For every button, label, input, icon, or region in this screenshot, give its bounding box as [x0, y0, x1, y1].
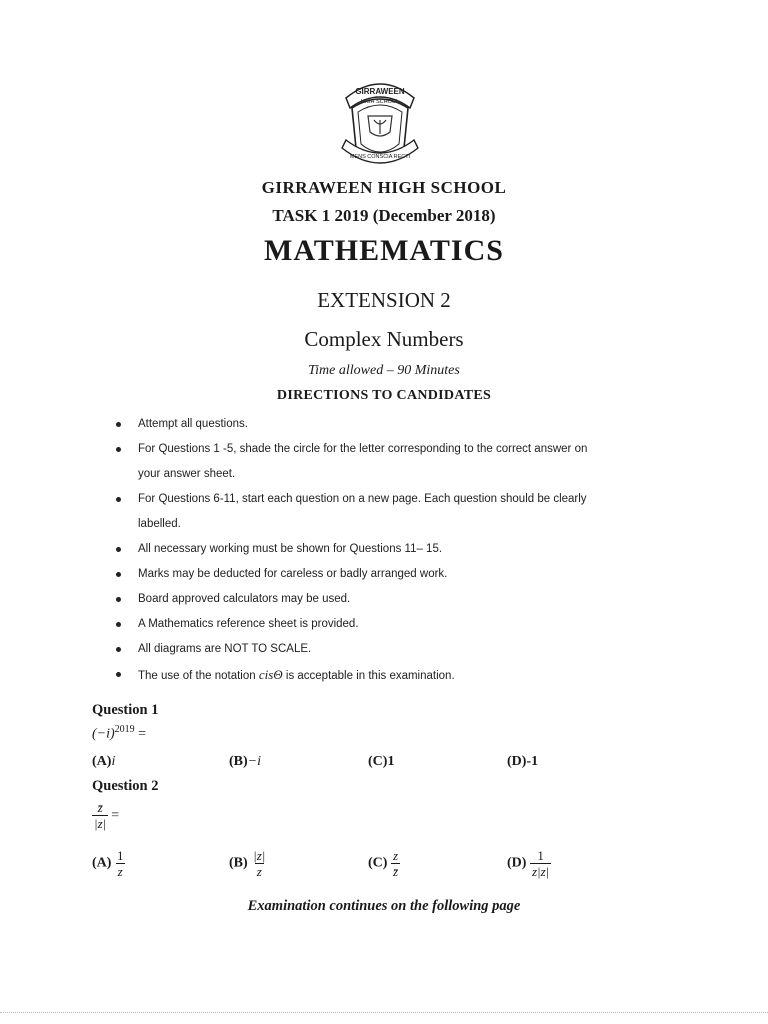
page-edge-divider	[0, 1012, 768, 1013]
direction-item: All necessary working must be shown for Questions 11– 15.	[113, 537, 673, 562]
option-fraction	[530, 848, 551, 879]
svg-text:HIGH SCHOOL: HIGH SCHOOL	[360, 99, 400, 105]
direction-item: For Questions 1 -5, shade the circle for the letter corresponding to the correct answer on	[113, 437, 673, 462]
option-label: (A)	[92, 855, 112, 871]
fraction-numerator: z̄	[97, 800, 103, 815]
q1-option-d	[507, 754, 538, 770]
subject-title: MATHEMATICS	[264, 234, 504, 267]
fraction-denominator: z	[256, 864, 262, 879]
q2-option-d	[507, 848, 551, 879]
option-fraction	[115, 848, 126, 879]
option-value: i	[111, 754, 116, 769]
option-fraction	[251, 848, 267, 879]
direction-item: Attempt all questions.	[113, 412, 673, 437]
svg-text:MENS CONSCIA RECTI: MENS CONSCIA RECTI	[349, 154, 411, 160]
fraction-denominator: z|z|	[531, 864, 550, 879]
q2-option-c	[368, 848, 400, 879]
option-value: 1	[387, 754, 395, 769]
q2-equals: =	[111, 807, 120, 823]
question-2-expression	[92, 800, 119, 831]
option-label: (B)	[229, 754, 248, 769]
q1-equals: =	[134, 726, 147, 742]
svg-text:GIRRAWEEN: GIRRAWEEN	[355, 87, 405, 96]
fraction-denominator: |z|	[94, 816, 107, 831]
notation-term: cisΘ	[258, 667, 283, 682]
q2-option-a	[92, 848, 125, 879]
q2-option-b	[229, 848, 267, 879]
q2-fraction	[92, 800, 108, 831]
fraction-numerator: 1	[116, 848, 124, 863]
school-name: GIRRAWEEN HIGH SCHOOL	[261, 178, 507, 197]
direction-item-continued: labelled.	[138, 518, 181, 530]
notation-after: is acceptable in this examination.	[282, 670, 455, 682]
direction-item: A Mathematics reference sheet is provided.	[113, 612, 673, 637]
option-label: (C)	[368, 754, 388, 769]
continuation-note: Examination continues on the following page	[247, 898, 521, 914]
time-allowed: Time allowed – 90 Minutes	[308, 363, 460, 378]
fraction-numerator: |z|	[253, 848, 266, 863]
fraction-denominator: z	[117, 864, 123, 879]
question-1-expression	[92, 724, 146, 743]
option-label: (C)	[368, 855, 388, 871]
fraction-denominator: z̄	[392, 864, 398, 879]
q1-base: (−i)	[92, 726, 115, 742]
question-2-heading: Question 2	[92, 778, 159, 794]
directions-heading: DIRECTIONS TO CANDIDATES	[276, 388, 492, 403]
topic-title: Complex Numbers	[304, 327, 464, 351]
directions-list	[113, 412, 673, 689]
course-level: EXTENSION 2	[317, 288, 451, 312]
direction-item: Marks may be deducted for careless or badly arranged work.	[113, 562, 673, 587]
notation-before: The use of the notation	[138, 670, 259, 682]
option-label: (A)	[92, 754, 112, 769]
direction-item: All diagrams are NOT TO SCALE.	[113, 637, 673, 662]
option-value: −i	[247, 754, 262, 769]
direction-item: For Questions 6-11, start each question on a new page. Each question should be clearly	[113, 487, 673, 512]
option-label: (D)	[507, 855, 527, 871]
fraction-numerator: z	[392, 848, 398, 863]
task-title: TASK 1 2019 (December 2018)	[272, 206, 496, 225]
q1-exponent: 2019	[114, 724, 135, 735]
school-crest-icon	[338, 70, 422, 174]
fraction-numerator: 1	[537, 848, 544, 863]
q1-option-b	[229, 754, 261, 770]
option-label: (D)	[507, 754, 527, 769]
option-fraction	[391, 848, 400, 879]
q1-option-c	[368, 754, 394, 770]
option-label: (B)	[229, 855, 248, 871]
direction-item-notation	[113, 662, 673, 689]
option-value: -1	[526, 754, 539, 769]
q1-option-a	[92, 754, 115, 770]
direction-item-continued: your answer sheet.	[138, 468, 236, 480]
direction-item: Board approved calculators may be used.	[113, 587, 673, 612]
question-1-heading: Question 1	[92, 702, 159, 718]
